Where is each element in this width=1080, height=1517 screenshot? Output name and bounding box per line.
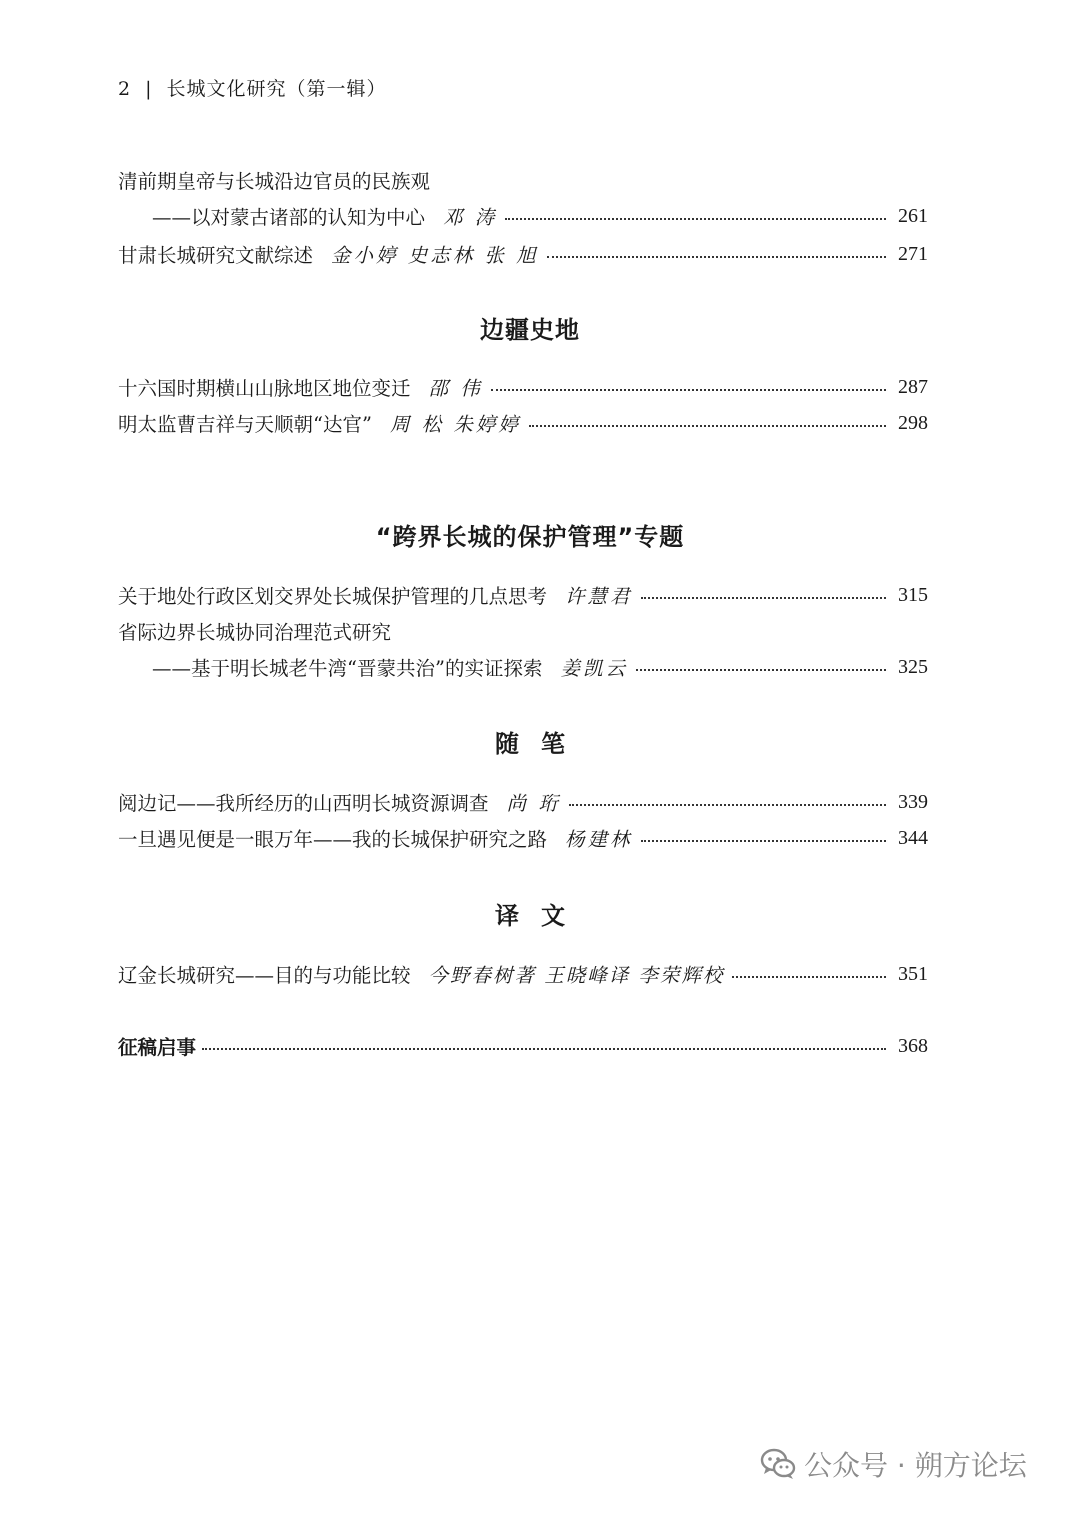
toc-entry-title: 省际边界长城协同治理范式研究: [118, 621, 392, 644]
toc-entry-title: 明太监曹吉祥与天顺朝“达官”: [118, 413, 372, 436]
toc-entry-title: 辽金长城研究——目的与功能比较: [118, 964, 411, 987]
dot-leader: [491, 387, 886, 391]
toc-entry-page: 271: [898, 242, 928, 265]
toc-entry-page: 298: [898, 411, 928, 434]
dot-leader: [569, 802, 886, 806]
toc-entry-author: 邓 涛: [443, 206, 498, 229]
toc-entry-page: 368: [898, 1034, 928, 1057]
toc-entry[interactable]: [118, 1031, 928, 1061]
section-heading: 译文: [495, 902, 587, 930]
dot-leader: [505, 216, 886, 220]
toc-entry-author: 邵 伟: [428, 377, 483, 400]
dot-leader: [636, 667, 886, 671]
toc-entry-author: 今野春树著 王晓峰译 李荣辉校: [428, 964, 725, 987]
toc-entry-page: 315: [898, 583, 928, 606]
toc-entry-title: 阅边记——我所经历的山西明长城资源调查: [118, 792, 489, 815]
page-number: 2: [118, 78, 132, 100]
toc-entry[interactable]: [118, 580, 928, 610]
toc-entry-author: 杨建林: [565, 828, 633, 851]
toc-entry-title: 关于地处行政区划交界处长城保护管理的几点思考: [118, 585, 548, 608]
toc-entry-page: 344: [898, 826, 928, 849]
toc-entry-title: 甘肃长城研究文献综述: [118, 244, 314, 267]
toc-entry-title: 十六国时期横山山脉地区地位变迁: [118, 377, 411, 400]
toc-entry-page: 325: [898, 655, 928, 678]
toc-entry-page: 339: [898, 790, 928, 813]
toc-entry[interactable]: [118, 239, 928, 269]
toc-entry-author: 许慧君: [565, 585, 633, 608]
toc-entry-page: 287: [898, 375, 928, 398]
section-heading: 边疆史地: [480, 316, 580, 344]
dot-leader: [732, 974, 886, 978]
watermark-text: 公众号 · 朔方论坛: [804, 1449, 1027, 1482]
header-separator: |: [145, 78, 153, 100]
dot-leader: [547, 254, 886, 258]
toc-entry-subtitle: ——以对蒙古诸部的认知为中心: [152, 206, 426, 229]
dot-leader: [641, 595, 886, 599]
watermark: [760, 1444, 1027, 1484]
toc-entry[interactable]: [118, 823, 928, 853]
toc-entry-author: 姜凯云: [560, 657, 628, 680]
toc-entry[interactable]: [118, 201, 928, 231]
toc-entry-title: 清前期皇帝与长城沿边官员的民族观: [118, 170, 431, 193]
toc-entry[interactable]: [118, 372, 928, 402]
dot-leader: [529, 423, 886, 427]
dot-leader: [641, 838, 886, 842]
toc-entry-author: 周 松 朱婷婷: [389, 413, 521, 436]
book-title: 长城文化研究（第一辑）: [166, 78, 387, 100]
toc-entry[interactable]: [118, 787, 928, 817]
section-heading: “跨界长城的保护管理”专题: [375, 523, 685, 551]
toc-entry-author: 金小婷 史志林 张 旭: [331, 244, 539, 267]
wechat-icon: [760, 1448, 796, 1480]
toc-entry[interactable]: [118, 959, 928, 989]
toc-entry-page: 351: [898, 962, 928, 985]
toc-entry-page: 261: [898, 204, 928, 227]
toc-entry-author: 尚 珩: [506, 792, 561, 815]
running-head: [118, 74, 387, 101]
toc-entry-subtitle: ——基于明长城老牛湾“晋蒙共治”的实证探索: [152, 657, 543, 680]
dot-leader: [202, 1046, 886, 1050]
toc-entry[interactable]: [118, 408, 928, 438]
section-heading: 随笔: [495, 730, 587, 758]
toc-entry[interactable]: [118, 652, 928, 682]
toc-entry-title: 征稿启事: [118, 1036, 197, 1059]
toc-entry-title: 一旦遇见便是一眼万年——我的长城保护研究之路: [118, 828, 548, 851]
